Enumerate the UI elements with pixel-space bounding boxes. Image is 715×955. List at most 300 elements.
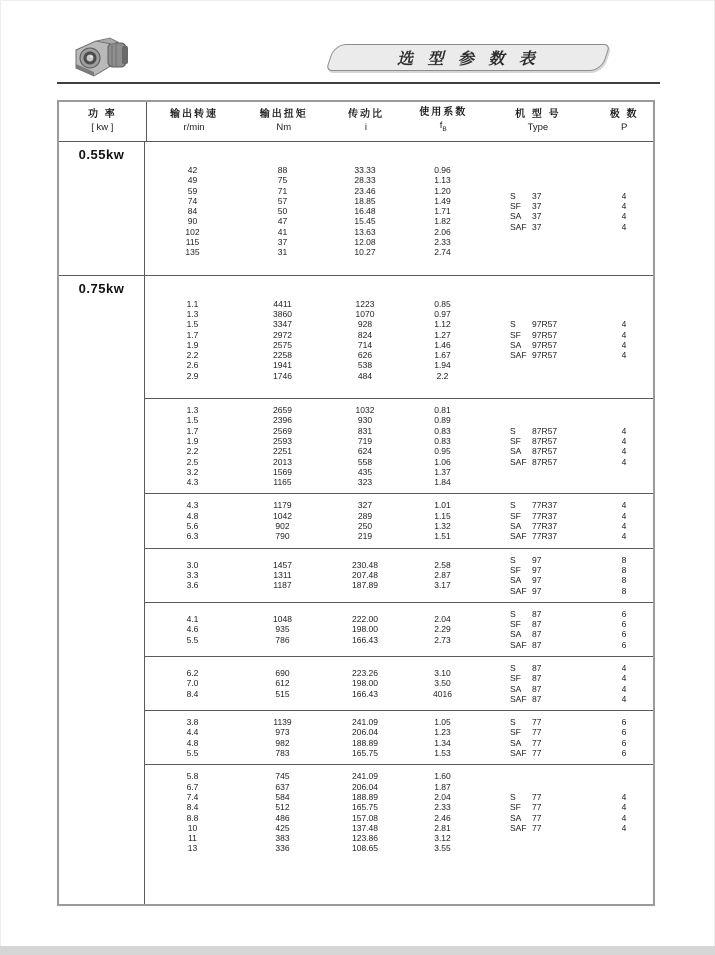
output-speed-value: 90 <box>187 216 198 227</box>
pole-count-value: 4 <box>621 521 627 532</box>
type-series: SA <box>510 446 522 457</box>
pole-count-value: 4 <box>621 822 627 833</box>
pole-count-value: 4 <box>621 201 627 212</box>
type-entry <box>510 629 541 639</box>
output-speed-value: 8.8 <box>186 812 199 823</box>
output-torque-value: 4411 <box>273 298 292 309</box>
service-factor-value: 1.15 <box>434 510 451 521</box>
output-speed-value: 6.2 <box>186 668 199 679</box>
ratio-value: 188.89 <box>352 737 378 748</box>
ratio-column <box>325 771 405 853</box>
type-series: SAF <box>510 456 527 467</box>
type-series: SF <box>510 802 521 813</box>
pole-count-value: 4 <box>621 693 627 704</box>
pole-count-value: 6 <box>621 629 627 640</box>
output-torque-value: 790 <box>275 531 290 542</box>
output-torque-value: 515 <box>275 688 290 699</box>
pole-count-value: 6 <box>621 619 627 630</box>
output-torque-value: 336 <box>275 843 290 854</box>
output-torque-column <box>240 614 325 645</box>
output-torque-value: 2593 <box>273 435 292 446</box>
output-speed-value: 5.5 <box>186 634 199 645</box>
type-column <box>480 717 595 758</box>
output-speed-value: 4.8 <box>186 510 199 521</box>
type-series: S <box>510 425 516 436</box>
output-speed-value: 3.3 <box>186 570 199 581</box>
pole-count-value: 4 <box>621 500 627 511</box>
pole-count-value: 4 <box>621 791 627 802</box>
type-size-code: 97 <box>532 575 542 586</box>
service-factor-value: 1.01 <box>434 500 451 511</box>
service-factor-value: 3.55 <box>434 843 451 854</box>
output-torque-value: 37 <box>277 237 288 248</box>
output-torque-value: 3347 <box>273 319 292 330</box>
service-factor-value: 2.74 <box>434 247 451 258</box>
service-factor-value: 1.49 <box>434 195 451 206</box>
output-speed-value: 59 <box>187 185 198 196</box>
ratio-value: 928 <box>357 319 373 330</box>
ratio-value: 12.08 <box>354 237 376 248</box>
service-factor-value: 0.83 <box>434 435 451 446</box>
type-size-code: 77R37 <box>532 521 558 532</box>
output-torque-value: 2972 <box>273 329 292 340</box>
output-speed-value: 3.8 <box>186 717 199 728</box>
output-speed-value: 1.7 <box>186 329 199 340</box>
output-speed-value: 49 <box>187 175 198 186</box>
output-torque-value: 1179 <box>273 500 292 511</box>
output-speed-value: 1.3 <box>186 308 199 319</box>
service-factor-value: 2.81 <box>434 822 451 833</box>
ratio-value: 223.26 <box>352 668 378 679</box>
type-entry <box>510 727 541 737</box>
output-torque-value: 1746 <box>273 370 292 381</box>
ratio-value: 719 <box>357 435 373 446</box>
output-speed-value: 1.3 <box>186 405 199 416</box>
service-factor-value: 1.51 <box>434 531 451 542</box>
type-entry <box>510 350 557 360</box>
output-torque-value: 973 <box>275 727 290 738</box>
type-series: SA <box>510 521 522 532</box>
pole-count-value: 6 <box>621 727 627 738</box>
pole-count-value: 4 <box>621 319 627 330</box>
column-header-label: 功 率 <box>87 108 117 120</box>
type-entry <box>510 191 541 201</box>
data-block <box>145 493 653 547</box>
ratio-value: 206.04 <box>352 727 378 738</box>
ratio-value: 219 <box>357 531 373 542</box>
page-bottom-strip <box>0 946 715 955</box>
output-torque-value: 75 <box>277 175 288 186</box>
output-speed-value: 1.1 <box>186 298 199 309</box>
service-factor-value: 2.46 <box>434 812 451 823</box>
ratio-value: 327 <box>357 500 373 511</box>
output-speed-value: 4.4 <box>186 727 199 738</box>
type-series: SAF <box>510 531 527 542</box>
pole-count-value: 4 <box>621 329 627 340</box>
data-block <box>145 710 653 764</box>
type-entry <box>510 823 541 833</box>
column-header <box>59 102 147 141</box>
type-entry <box>510 340 557 350</box>
service-factor-value: 1.37 <box>434 466 451 477</box>
type-size-code: 37 <box>532 221 542 232</box>
output-torque-value: 1165 <box>273 477 292 488</box>
pole-count-column <box>595 555 653 596</box>
service-factor-value: 1.27 <box>434 329 451 340</box>
output-speed-value: 11 <box>188 833 197 844</box>
output-torque-value: 3860 <box>273 308 292 319</box>
service-factor-value: 1.94 <box>434 360 451 371</box>
type-entry <box>510 792 541 802</box>
type-entry <box>510 500 557 510</box>
ratio-column <box>325 299 405 381</box>
output-torque-value: 486 <box>275 812 290 823</box>
service-factor-value: 1.67 <box>434 350 451 361</box>
ratio-value: 165.75 <box>352 802 378 813</box>
output-speed-value: 13 <box>187 843 198 854</box>
service-factor-value: 1.32 <box>434 521 451 532</box>
service-factor-value: 1.87 <box>434 781 451 792</box>
column-header-unit: Type <box>527 122 549 133</box>
type-size-code: 77 <box>532 717 542 728</box>
pole-count-value: 8 <box>621 575 627 586</box>
type-series: S <box>510 662 516 673</box>
ratio-column <box>325 717 405 758</box>
service-factor-value: 2.73 <box>434 634 451 645</box>
type-size-code: 87R57 <box>532 446 558 457</box>
type-series: SAF <box>510 748 527 759</box>
type-size-code: 77R37 <box>532 531 558 542</box>
service-factor-column <box>405 165 480 258</box>
service-factor-value: 0.97 <box>434 308 451 319</box>
column-header-unit: r/min <box>183 122 205 133</box>
output-torque-column <box>240 405 325 487</box>
output-speed-value: 6.3 <box>186 531 199 542</box>
output-speed-value: 3.0 <box>186 559 199 570</box>
type-entry <box>510 619 541 629</box>
type-entry <box>510 201 541 211</box>
header-rule <box>57 82 660 84</box>
service-factor-value: 3.10 <box>434 668 451 679</box>
pole-count-value: 4 <box>621 531 627 542</box>
output-torque-value: 57 <box>277 195 288 206</box>
service-factor-value: 1.06 <box>434 456 451 467</box>
service-factor-value: 3.50 <box>434 678 451 689</box>
output-torque-value: 1042 <box>273 510 292 521</box>
output-speed-column <box>145 614 240 645</box>
output-torque-column <box>240 299 325 381</box>
type-column <box>480 426 595 467</box>
output-torque-value: 902 <box>275 521 290 532</box>
service-factor-value: 0.96 <box>434 165 451 175</box>
output-speed-column <box>145 500 240 541</box>
output-torque-value: 2258 <box>273 350 292 361</box>
type-entry <box>510 609 541 619</box>
type-entry <box>510 531 557 541</box>
table-header-row <box>59 102 653 142</box>
pole-count-column <box>595 191 653 232</box>
type-entry <box>510 211 541 221</box>
ratio-value: 484 <box>357 370 373 381</box>
service-factor-value: 2.29 <box>434 624 451 635</box>
service-factor-value: 1.46 <box>434 339 451 350</box>
type-column <box>480 319 595 360</box>
type-entry <box>510 586 541 596</box>
type-series: SA <box>510 211 522 222</box>
service-factor-value: 1.20 <box>434 185 451 196</box>
type-column <box>480 792 595 833</box>
type-series: SA <box>510 683 522 694</box>
data-block <box>145 548 653 602</box>
type-column <box>480 555 595 596</box>
ratio-value: 198.00 <box>352 678 378 689</box>
type-entry <box>510 748 541 758</box>
pole-count-value: 8 <box>621 564 627 575</box>
output-speed-value: 1.9 <box>186 435 199 446</box>
service-factor-value: 1.82 <box>434 216 451 227</box>
output-torque-value: 2013 <box>273 456 292 467</box>
output-torque-value: 935 <box>275 624 290 635</box>
ratio-value: 1032 <box>355 405 375 416</box>
output-torque-value: 88 <box>277 165 288 175</box>
type-size-code: 97R57 <box>532 319 558 330</box>
output-torque-value: 612 <box>275 678 290 689</box>
output-speed-value: 8.4 <box>186 688 199 699</box>
column-header-unit: [ kw ] <box>91 122 114 133</box>
ratio-value: 435 <box>357 466 373 477</box>
ratio-value: 18.85 <box>354 195 376 206</box>
pole-count-value: 4 <box>621 812 627 823</box>
output-torque-value: 786 <box>275 634 290 645</box>
column-header-label: 极 数 <box>609 108 639 120</box>
output-speed-value: 102 <box>185 226 200 237</box>
ratio-value: 108.65 <box>352 843 378 854</box>
type-series: S <box>510 319 516 330</box>
ratio-value: 187.89 <box>352 580 378 591</box>
output-speed-column <box>145 668 240 699</box>
service-factor-value: 1.53 <box>434 748 451 759</box>
type-entry <box>510 663 541 673</box>
output-speed-value: 2.6 <box>186 360 199 371</box>
type-entry <box>510 684 541 694</box>
output-torque-value: 41 <box>277 226 288 237</box>
ratio-column <box>325 614 405 645</box>
type-size-code: 97R57 <box>532 339 558 350</box>
output-speed-value: 4.6 <box>186 624 199 635</box>
ratio-value: 824 <box>357 329 373 340</box>
output-torque-value: 783 <box>275 748 290 759</box>
ratio-value: 123.86 <box>352 833 378 844</box>
output-speed-value: 4.8 <box>186 737 199 748</box>
type-size-code: 77R37 <box>532 500 558 511</box>
type-size-code: 77 <box>532 727 542 738</box>
output-torque-value: 584 <box>275 791 290 802</box>
type-entry <box>510 319 557 329</box>
service-factor-value: 2.04 <box>434 791 451 802</box>
output-torque-value: 2659 <box>273 405 292 416</box>
type-size-code: 77 <box>532 812 542 823</box>
service-factor-value: 0.81 <box>434 405 451 416</box>
service-factor-value: 1.60 <box>434 771 451 782</box>
type-size-code: 87 <box>532 619 542 630</box>
output-speed-value: 10 <box>187 822 198 833</box>
pole-count-value: 4 <box>621 211 627 222</box>
column-header-label: 机 型 号 <box>515 108 561 120</box>
service-factor-value: 1.84 <box>434 477 451 488</box>
type-series: SF <box>510 201 521 212</box>
output-torque-value: 2251 <box>273 446 292 457</box>
type-entry <box>510 521 557 531</box>
ratio-value: 241.09 <box>352 771 378 782</box>
ratio-value: 624 <box>357 446 373 457</box>
type-entry <box>510 330 557 340</box>
unit-subscript: B <box>442 125 447 133</box>
ratio-value: 165.75 <box>352 748 378 759</box>
service-factor-column <box>405 614 480 645</box>
column-header-label: 使用系数 <box>419 106 468 118</box>
ratio-value: 250 <box>357 521 373 532</box>
output-torque-value: 71 <box>277 185 288 196</box>
column-header <box>147 102 242 141</box>
pole-count-value: 4 <box>621 446 627 457</box>
output-speed-column <box>145 771 240 853</box>
type-entry <box>510 565 541 575</box>
column-header-label: 输出扭矩 <box>259 108 308 120</box>
service-factor-value: 1.71 <box>434 206 451 217</box>
pole-count-value: 6 <box>621 737 627 748</box>
service-factor-value: 2.58 <box>434 559 451 570</box>
column-header-label: 传动比 <box>347 108 384 120</box>
service-factor-value: 0.95 <box>434 446 451 457</box>
pole-count-value: 4 <box>621 221 627 232</box>
type-entry <box>510 222 541 232</box>
type-entry <box>510 813 541 823</box>
type-entry <box>510 457 557 467</box>
output-speed-value: 3.2 <box>186 466 199 477</box>
type-series: S <box>510 500 516 511</box>
pole-count-column <box>595 500 653 541</box>
page-header <box>0 0 715 84</box>
type-series: SF <box>510 673 521 684</box>
output-torque-column <box>240 717 325 758</box>
output-torque-column <box>240 668 325 699</box>
output-speed-value: 5.6 <box>186 521 199 532</box>
output-speed-value: 4.1 <box>186 613 199 624</box>
type-column <box>480 500 595 541</box>
data-block <box>145 656 653 710</box>
pole-count-column <box>595 792 653 833</box>
output-speed-value: 3.6 <box>186 580 199 591</box>
type-series: S <box>510 190 516 201</box>
column-header-label: 输出转速 <box>170 108 219 120</box>
pole-count-value: 4 <box>621 662 627 673</box>
type-series: SAF <box>510 221 527 232</box>
ratio-value: 1070 <box>355 308 375 319</box>
type-series: SA <box>510 339 522 350</box>
column-header <box>406 102 481 141</box>
ratio-value: 626 <box>357 350 373 361</box>
data-block <box>145 398 653 493</box>
output-torque-column <box>240 560 325 591</box>
pole-count-value: 6 <box>621 639 627 650</box>
type-size-code: 87 <box>532 608 542 619</box>
column-header <box>595 102 653 141</box>
page-title: 选 型 参 数 表 <box>396 51 540 68</box>
pole-count-value: 4 <box>621 425 627 436</box>
type-size-code: 37 <box>532 201 542 212</box>
type-series: SAF <box>510 822 527 833</box>
data-block <box>145 276 653 398</box>
ratio-value: 16.48 <box>354 206 376 217</box>
output-torque-value: 982 <box>275 737 290 748</box>
output-torque-column <box>240 771 325 853</box>
output-speed-value: 7.4 <box>186 791 199 802</box>
ratio-value: 222.00 <box>352 613 378 624</box>
type-series: SAF <box>510 639 527 650</box>
type-series: SA <box>510 737 522 748</box>
type-size-code: 97 <box>532 585 542 596</box>
ratio-value: 10.27 <box>354 247 376 258</box>
output-speed-value: 42 <box>187 165 198 175</box>
column-header-unit: $f_B$ <box>439 120 447 133</box>
service-factor-value: 0.85 <box>434 298 451 309</box>
output-speed-value: 6.7 <box>186 781 199 792</box>
type-size-code: 77 <box>532 748 542 759</box>
pole-count-column <box>595 717 653 758</box>
column-header-unit: P <box>620 122 628 133</box>
service-factor-value: 2.04 <box>434 613 451 624</box>
type-series: S <box>510 608 516 619</box>
column-header-unit: Nm <box>276 122 292 133</box>
ratio-value: 831 <box>357 425 373 436</box>
ratio-value: 15.45 <box>354 216 376 227</box>
output-speed-value: 1.9 <box>186 339 199 350</box>
output-speed-value: 115 <box>185 237 200 248</box>
ratio-column <box>325 560 405 591</box>
output-speed-value: 4.3 <box>186 477 199 488</box>
selection-parameter-table <box>57 100 655 906</box>
type-series: SA <box>510 575 522 586</box>
type-column <box>480 191 595 232</box>
type-size-code: 77R37 <box>532 510 558 521</box>
type-size-code: 77 <box>532 791 542 802</box>
service-factor-value: 1.13 <box>434 175 451 186</box>
output-speed-value: 135 <box>185 247 200 258</box>
output-torque-value: 637 <box>275 781 290 792</box>
output-torque-column <box>240 500 325 541</box>
output-torque-value: 1569 <box>273 466 292 477</box>
output-torque-value: 47 <box>277 216 288 227</box>
ratio-value: 930 <box>357 415 373 426</box>
ratio-column <box>325 405 405 487</box>
ratio-value: 207.48 <box>352 570 378 581</box>
output-speed-value: 74 <box>187 195 198 206</box>
type-entry <box>510 555 541 565</box>
pole-count-value: 4 <box>621 673 627 684</box>
type-size-code: 87R57 <box>532 456 558 467</box>
output-torque-value: 50 <box>277 206 288 217</box>
output-torque-value: 1139 <box>273 717 292 728</box>
ratio-value: 166.43 <box>352 634 378 645</box>
ratio-value: 28.33 <box>354 175 376 186</box>
type-size-code: 87 <box>532 693 542 704</box>
service-factor-value: 0.83 <box>434 425 451 436</box>
output-speed-value: 2.9 <box>186 370 199 381</box>
type-series: S <box>510 791 516 802</box>
pole-count-value: 4 <box>621 190 627 201</box>
type-entry <box>510 640 541 650</box>
type-size-code: 87R57 <box>532 435 558 446</box>
